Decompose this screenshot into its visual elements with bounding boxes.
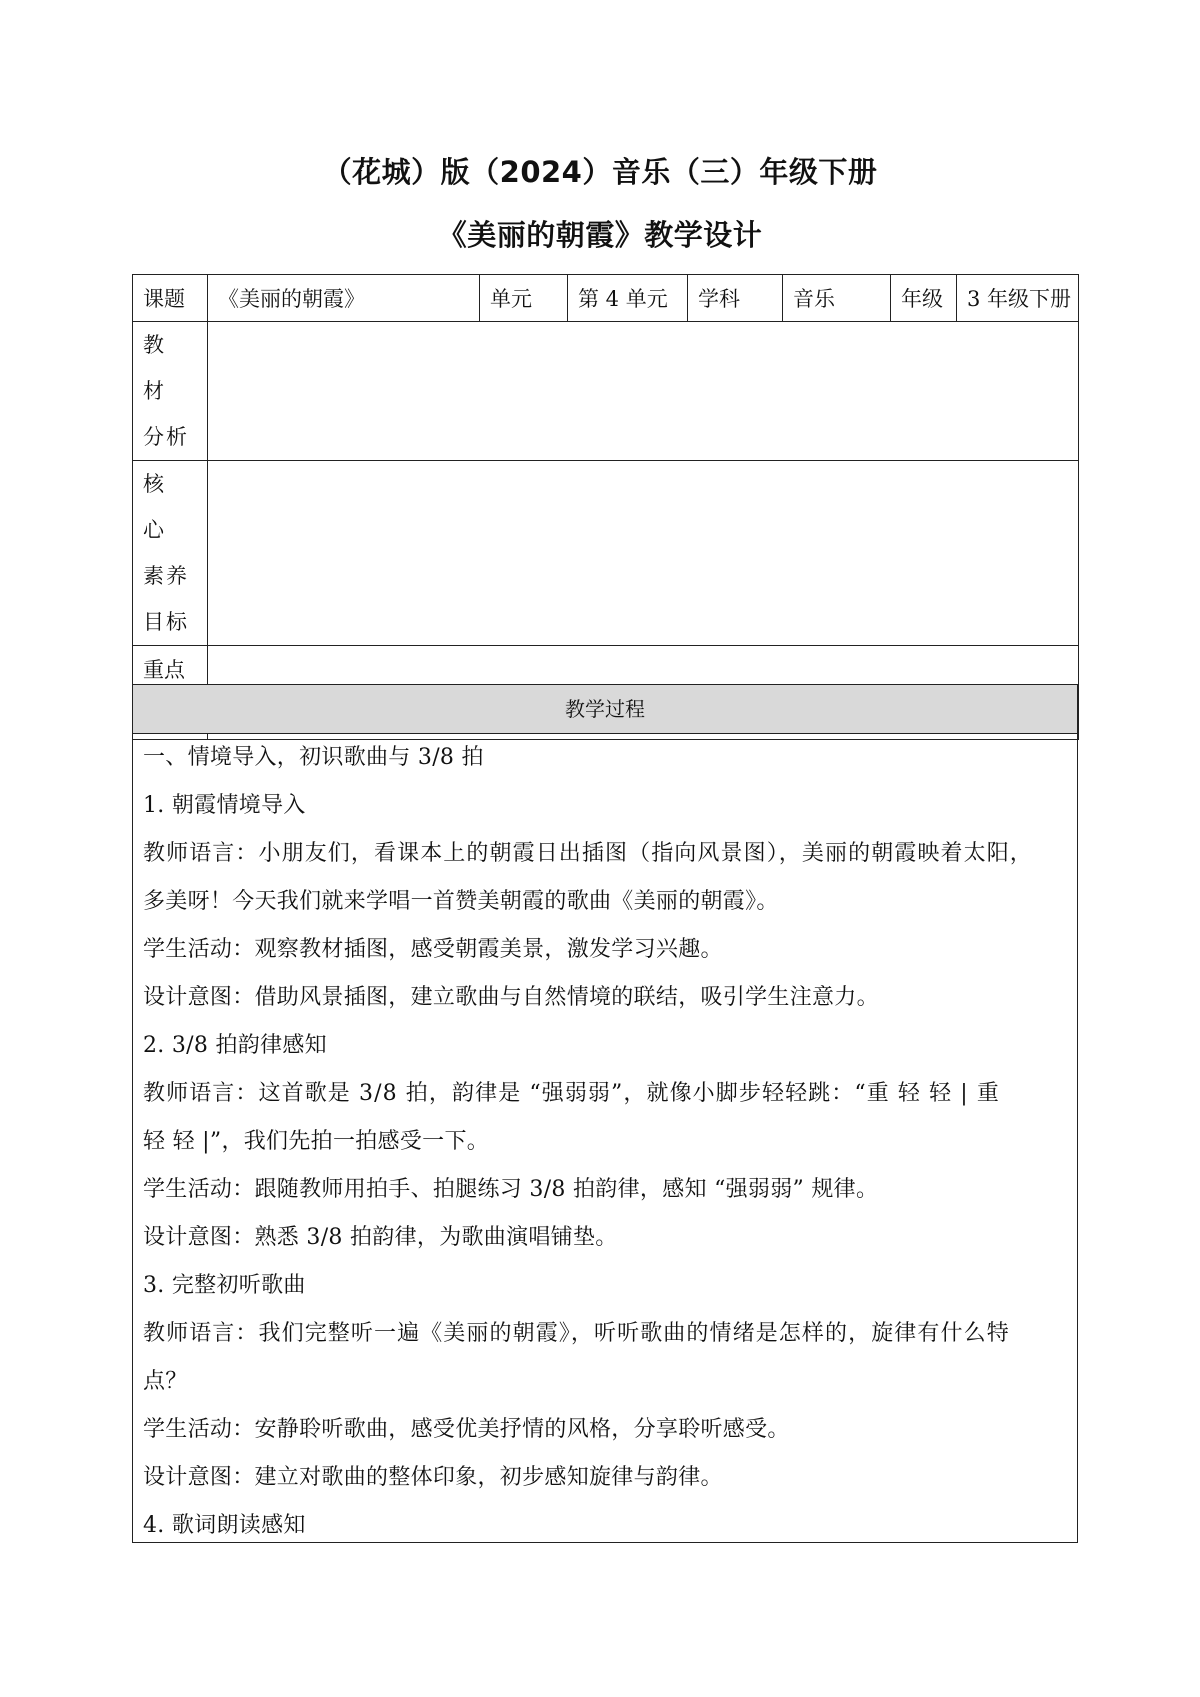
step-heading: 1. 朝霞情境导入 <box>143 793 306 818</box>
paragraph-line: 设计意图：借助风景插图，建立歌曲与自然情境的联结，吸引学生注意力。 <box>143 985 879 1010</box>
section-heading: 一、情境导入，初识歌曲与 3/8 拍 <box>143 745 484 770</box>
table-row <box>133 275 1079 322</box>
paragraph-line: 学生活动：跟随教师用拍手、拍腿练习 3/8 拍韵律，感知 “强弱弱” 规律。 <box>143 1177 879 1202</box>
material-analysis-label-line1: 教 材 <box>143 333 166 403</box>
subject-value: 音乐 <box>783 275 891 322</box>
paragraph-line: 教师语言：小朋友们，看课本上的朝霞日出插图（指向风景图），美丽的朝霞映着太阳， <box>143 841 1033 866</box>
lesson-info-table <box>132 274 1079 740</box>
material-analysis-value <box>208 322 1079 461</box>
grade-value: 3 年级下册 <box>957 275 1079 322</box>
teaching-process-section <box>132 684 1078 1543</box>
paragraph-line: 教师语言：这首歌是 3/8 拍，韵律是 “强弱弱”，就像小脚步轻轻跳：“重 轻 轻 | 重 <box>143 1081 1001 1106</box>
step-heading: 2. 3/8 拍韵律感知 <box>143 1033 327 1058</box>
core-goals-label <box>133 461 208 646</box>
material-analysis-label <box>133 322 208 461</box>
core-goals-label-line3: 目标 <box>143 610 189 634</box>
table-row <box>133 461 1079 646</box>
unit-label: 单元 <box>480 275 568 322</box>
topic-value: 《美丽的朝霞》 <box>208 275 480 322</box>
grade-label: 年级 <box>891 275 957 322</box>
paragraph-line: 轻 轻 |”，我们先拍一拍感受一下。 <box>143 1129 490 1154</box>
paragraph-line: 多美呀！今天我们就来学唱一首赞美朝霞的歌曲《美丽的朝霞》。 <box>143 889 779 914</box>
teaching-process-header: 教学过程 <box>133 685 1077 734</box>
core-goals-label-line1: 核 心 <box>143 472 166 542</box>
table-row <box>133 322 1079 461</box>
paragraph-line: 点？ <box>143 1369 188 1394</box>
subject-label: 学科 <box>688 275 783 322</box>
paragraph-line: 学生活动：观察教材插图，感受朝霞美景，激发学习兴趣。 <box>143 937 723 962</box>
step-heading: 3. 完整初听歌曲 <box>143 1273 306 1298</box>
paragraph-line: 设计意图：熟悉 3/8 拍韵律，为歌曲演唱铺垫。 <box>143 1225 618 1250</box>
document-title: （花城）版（2024）音乐（三）年级下册 <box>322 155 878 189</box>
step-heading: 4. 歌词朗读感知 <box>143 1513 306 1538</box>
topic-label: 课题 <box>133 275 208 322</box>
paragraph-line: 设计意图：建立对歌曲的整体印象，初步感知旋律与韵律。 <box>143 1465 723 1490</box>
core-goals-label-line2: 素养 <box>143 564 189 588</box>
material-analysis-label-line2: 分析 <box>143 425 189 449</box>
paragraph-line: 学生活动：安静聆听歌曲，感受优美抒情的风格，分享聆听感受。 <box>143 1417 790 1442</box>
paragraph-line: 教师语言：我们完整听一遍《美丽的朝霞》，听听歌曲的情绪是怎样的，旋律有什么特 <box>143 1321 1010 1346</box>
unit-value: 第 4 单元 <box>568 275 688 322</box>
document-subtitle: 《美丽的朝霞》教学设计 <box>437 218 763 252</box>
key-points-label: 重点 <box>133 646 208 693</box>
teaching-process-body <box>133 734 1077 1550</box>
core-goals-value <box>208 461 1079 646</box>
